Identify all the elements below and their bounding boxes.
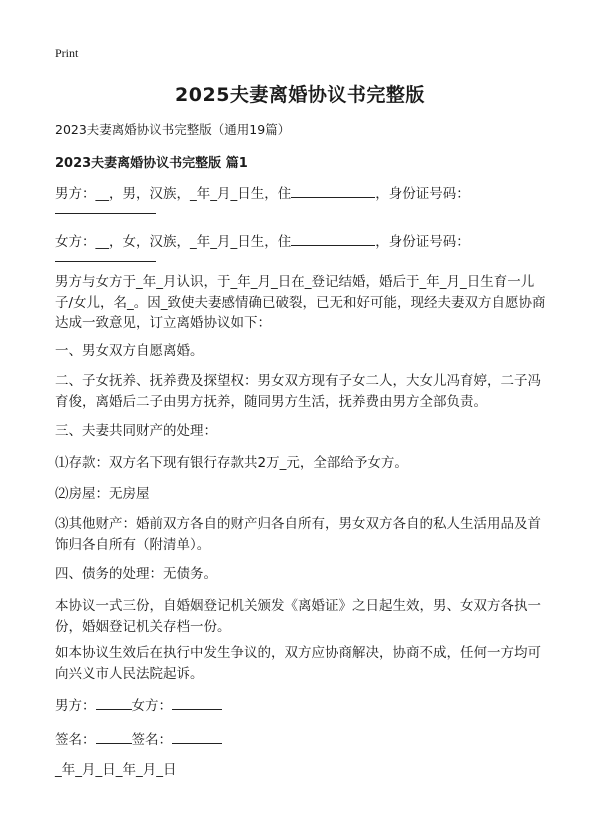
male-label: 男方： [55,698,96,714]
male-blank [96,694,132,710]
male-party-line [55,182,470,204]
clause-3-2: ⑵房屋：无房屋 [55,486,150,502]
section-heading: 2023夫妻离婚协议书完整版 篇1 [55,156,248,171]
female-party-text: 女方：__，女，汉族，_年_月_日生，住 [55,234,292,250]
clause-2: 二、子女抚养、抚养费及探望权：男女双方现有子女二人，大女儿冯育婷，二子冯育俊，离婚后二子由男方抚养，随同男方生活，抚养费由男方全部负责。 [55,373,541,410]
female-label: 女方： [131,698,172,714]
clause-3-1: ⑴存款：双方名下现有银行存款共2万_元，全部给予女方。 [55,455,408,471]
female-blank [172,694,222,710]
signature-line [55,728,222,750]
male-party-id-label: ，身份证号码： [375,186,470,202]
document-subtitle: 2023夫妻离婚协议书完整版（通用19篇） [55,122,291,137]
print-label: Print [55,46,79,60]
intro-paragraph: 男方与女方于_年_月认识，于_年_月_日在_登记结婚，婚后于_年_月_日生育一儿子/女儿，名_。因_致使夫妻感情确已破裂，已无和好可能，现经夫妻双方自愿协商达成一致意见，订立离婚协议如下： [55,274,546,331]
date-line: _年_月_日_年_月_日 [55,762,177,778]
male-party-text: 男方：__，男，汉族，_年_月_日生，住 [55,186,292,202]
female-party-line [55,230,470,252]
female-address-blank [291,230,375,246]
female-party-id-label: ，身份证号码： [375,234,470,250]
clause-1: 一、男女双方自愿离婚。 [55,343,204,359]
female-id-blank [55,261,156,262]
male-id-blank [55,213,156,214]
male-address-blank [291,182,375,198]
clause-4: 四、债务的处理：无债务。 [55,566,217,582]
sign-label-b: 签名： [131,732,172,748]
effect-paragraph: 本协议一式三份，自婚姻登记机关颁发《离婚证》之日起生效，男、女双方各执一份，婚姻登记机关存档一份。 [55,598,541,635]
clause-3: 三、夫妻共同财产的处理： [55,423,217,439]
clause-3-3: ⑶其他财产：婚前双方各自的财产归各自所有，男女双方各自的私人生活用品及首饰归各自所有（附清单）。 [55,516,541,553]
parties-line [55,694,222,716]
sign-label-a: 签名： [55,732,96,748]
dispute-paragraph: 如本协议生效后在执行中发生争议的，双方应协商解决，协商不成，任何一方均可向兴义市人民法院起诉。 [55,645,541,682]
sign-blank-a [96,728,132,744]
document-title: 2025夫妻离婚协议书完整版 [175,84,425,106]
sign-blank-b [172,728,222,744]
